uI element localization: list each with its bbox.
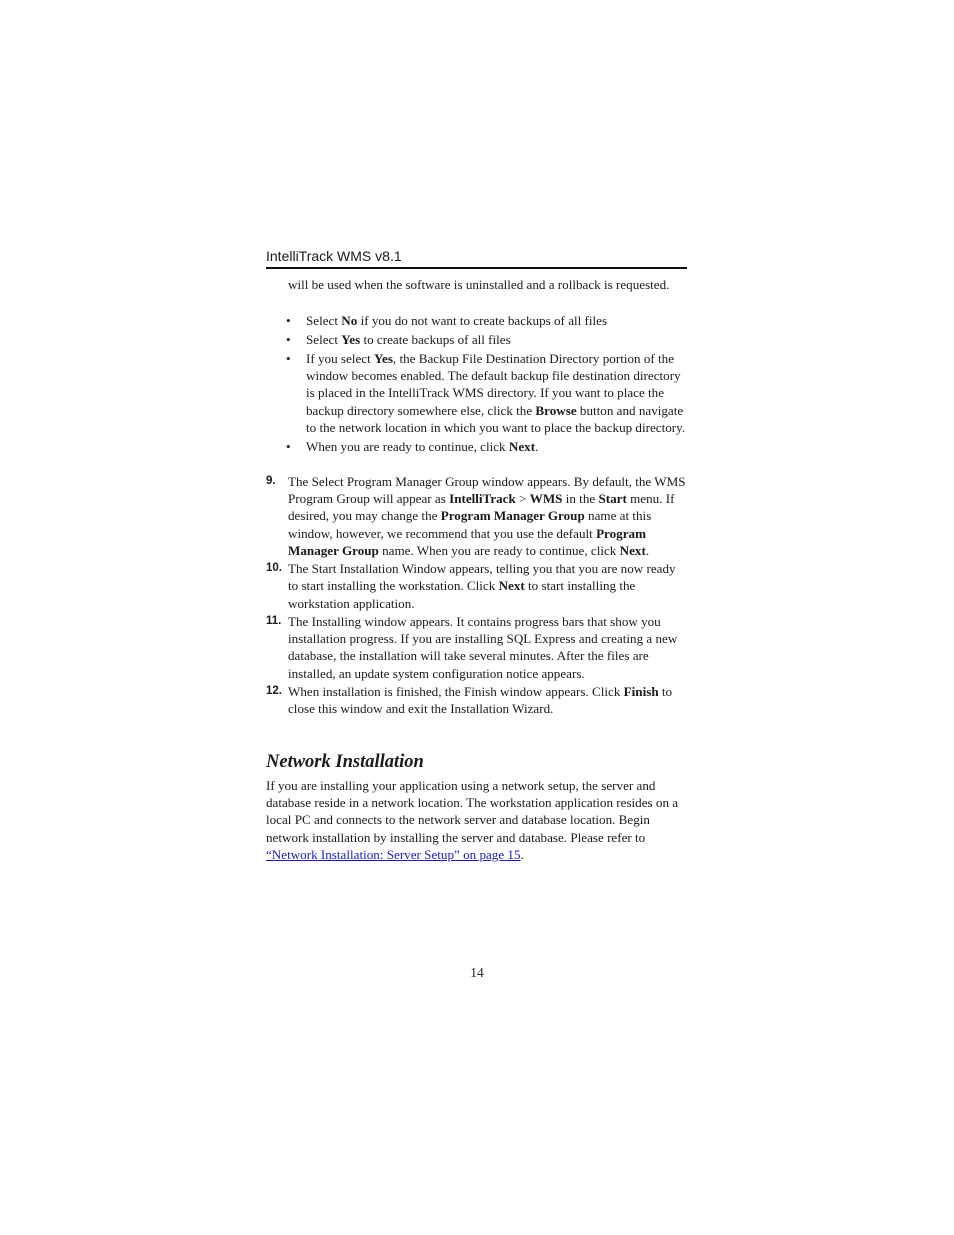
list-item: • Select Yes to create backups of all files <box>286 332 511 347</box>
numbered-steps <box>266 473 687 719</box>
step-9: 9. The Select Program Manager Group window appears. By default, the WMS Program Group will appear as IntelliTrack > WMS in the Start menu. If desired, you may change the Program Manager Group name at this window, however, we recommend that you use the default Program Manager Group name. When you are ready to continue, click Next. <box>266 474 686 558</box>
cross-reference-link[interactable]: “Network Installation: Server Setup” on page 15 <box>266 846 521 862</box>
list-item: • Select No if you do not want to create backups of all files <box>286 313 608 328</box>
step-12: 12. When installation is finished, the Finish window appears. Click Finish to close this window and exit the Installation Wizard. <box>266 684 673 717</box>
section-heading: Network Installation <box>266 752 424 772</box>
intro-paragraph: will be used when the software is uninstalled and a rollback is requested. <box>288 277 670 292</box>
step-10: 10. The Start Installation Window appears, telling you that you are now ready to start installing the workstation. Click Next to start installing the workstation application. <box>266 561 676 611</box>
header-title: IntelliTrack WMS v8.1 <box>266 248 402 264</box>
step-11: 11. The Installing window appears. It contains progress bars that show you installation progress. If you are installing SQL Express and creating a new database, the installation will take several minutes. After the files are installed, an update system configuration notice appears. <box>266 614 678 681</box>
bullet-list <box>266 312 687 457</box>
running-header <box>266 247 687 269</box>
section-paragraph: If you are installing your application using a network setup, the server and database reside in a network location. The workstation application resides on a local PC and connects to the network server and database location. Begin network installation by installing the server and database. Please refer to “Network Installation: Server Setup” on page 15. <box>266 778 679 862</box>
list-item: • If you select Yes, the Backup File Destination Directory portion of the window becomes enabled. The default backup file destination directory is placed in the IntelliTrack WMS directory. If you want to place the backup directory somewhere else, click the Browse button and navigate to the network location in which you want to place the backup directory. <box>286 351 686 435</box>
page-number: 14 <box>470 965 484 980</box>
list-item: • When you are ready to continue, click Next. <box>286 438 539 454</box>
